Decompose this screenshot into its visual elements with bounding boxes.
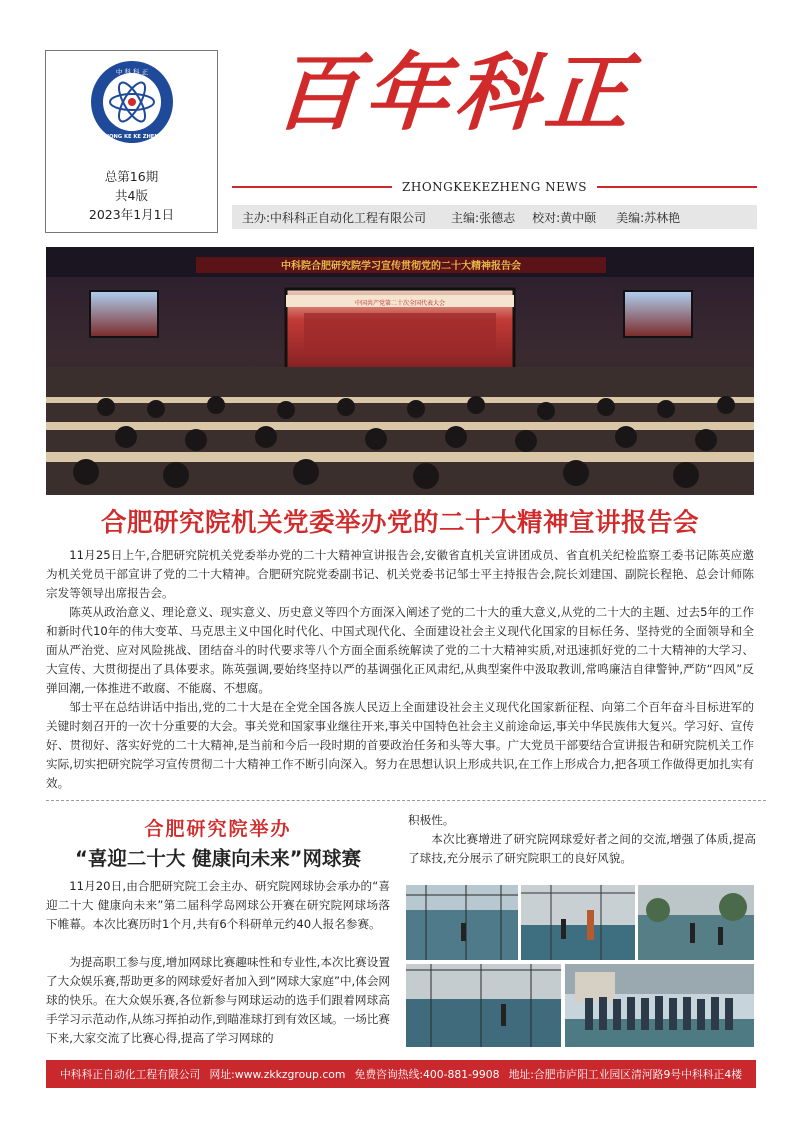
masthead-logo-box [45,50,218,233]
footer-hotline: 免费咨询热线:400-881-9908 [354,1067,500,1081]
tennis-match-image [406,964,561,1047]
article2-right-continuation: 积极性。 [408,813,455,827]
staff-sponsor: 主办:中科科正自动化工程有限公司 [242,210,427,225]
hall-banner-text: 中科院合肥研究院学习宣传贯彻党的二十大精神报告会 [281,261,521,272]
tennis-photo-3 [638,885,754,960]
tennis-players-image [521,885,635,960]
subtitle-rule-left [232,186,392,188]
tennis-photo-4 [406,964,561,1047]
newspaper-subtitle-row [232,178,757,196]
article1-paragraph-3: 邹士平在总结讲话中指出,党的二十大是在全党全国各族人民迈上全面建设社会主义现代化国家新征程、向第二个百年奋斗目标进军的关键时刻召开的一次十分重要的大会。事关党和国家事业继往开来,事关中国特色社会主义前途命运,事关中华民族伟大复兴。学习好、宣传好、贯彻好、落实好党的二十大精神,是当前和今后一段时期的首要政治任务和头等大事。广大党员干部要结合宣讲报告和研究院机关工作实际,切实把研究院学习宣传贯彻二十大精神工作不断引向深入。努力在思想认识上形成共识,在工作上形成合力,把各项工作做得更加扎实有效。 [46,700,754,790]
institute-logo-icon [89,59,175,145]
article2-headline-line1: 合肥研究院举办 [144,818,292,840]
tennis-photo-1 [406,885,518,960]
issue-total: 总第16期 [104,169,159,184]
tennis-photo-2 [521,885,635,960]
article1-paragraph-2: 陈英从政治意义、理论意义、现实意义、历史意义等四个方面深入阐述了党的二十大的重大意义,从党的二十大的主题、过去5年的工作和新时代10年的伟大变革、马克思主义中国化时代化、中国式现代化、全面建设社会主义现代化国家的目标任务、坚持党的全面领导和全面从严治党、应对风险挑战、团结奋斗的时代要求等八个方面全面系统解读了党的二十大精神实质,对迅速抓好党的二十大精神的大学习、大宣传、大贯彻提出了具体要求。陈英强调,要始终坚持以严的基调强化正风肃纪,从典型案件中汲取教训,常鸣廉洁自律警钟,严防“四风”反弹回潮,一体推进不敢腐、不能腐、不想腐。 [46,605,754,695]
staff-bar [232,205,757,229]
screen-text: 中国共产党第二十次全国代表大会 [354,300,446,307]
subtitle-rule-right [597,186,757,188]
footer-website[interactable]: 网址:www.zkkzgroup.com [209,1067,346,1081]
logo-text-bottom: ZHONG KE KE ZHENG [101,134,163,140]
tennis-group-photo [565,964,754,1047]
logo-text-top: 中 科 科 正 [115,68,149,76]
issue-date: 2023年1月1日 [88,207,175,222]
staff-editor: 主编:张德志 [451,210,516,225]
article2-right-paragraph: 本次比赛增进了研究院网球爱好者之间的交流,增强了体质,提高了球技,充分展示了研究院职工的良好风貌。 [408,832,756,865]
newspaper-title: 百年科正 [271,43,639,142]
article2-headline-line2: “喜迎二十大 健康向未来”网球赛 [75,847,361,870]
main-photo-conference [46,247,754,495]
footer-company: 中科科正自动化工程有限公司 [60,1067,201,1081]
staff-art: 美编:苏林艳 [616,210,681,225]
tennis-group-image [565,964,754,1047]
article2-paragraph-2: 为提高职工参与度,增加网球比赛趣味性和专业性,本次比赛设置了大众娱乐赛,帮助更多的网球爱好者加入到“网球大家庭”中,体会网球的快乐。在大众娱乐赛,各位新参与网球运动的选手们跟着网球高手学习示范动作,从练习挥拍动作,到瞄准球打到有效区域。一场比赛下来,大家交流了比赛心得,提高了学习网球的 [46,955,391,1045]
tennis-court-wide-image [638,885,754,960]
article1-paragraph-1: 11月25日上午,合肥研究院机关党委举办党的二十大精神宣讲报告会,安徽省直机关宣讲团成员、省直机关纪检监察工委书记陈英应邀为机关党员干部宣讲了党的二十大精神。合肥研究院党委副书记、机关党委书记邹士平主持报告会,院长刘建国、副院长程艳、总会计师陈宗发等领导出席报告会。 [46,548,754,600]
issue-pages: 共4版 [115,188,148,203]
article1-headline: 合肥研究院机关党委举办党的二十大精神宣讲报告会 [100,508,699,538]
newspaper-subtitle: ZHONGKEKEZHENG NEWS [402,180,587,194]
footer-bar [46,1060,756,1088]
footer-address: 地址:合肥市庐阳工业园区清河路9号中科科正4楼 [508,1067,742,1081]
tennis-court-image [406,885,518,960]
conference-hall-image [46,247,754,495]
article2-paragraph-1: 11月20日,由合肥研究院工会主办、研究院网球协会承办的“喜迎二十大 健康向未来”第二届科学岛网球公开赛在研究院网球场落下帷幕。本次比赛历时1个月,共有6个科研单元约40人报名参赛。 [46,879,390,931]
section-divider [46,800,766,801]
staff-proof: 校对:黄中颐 [532,210,597,225]
